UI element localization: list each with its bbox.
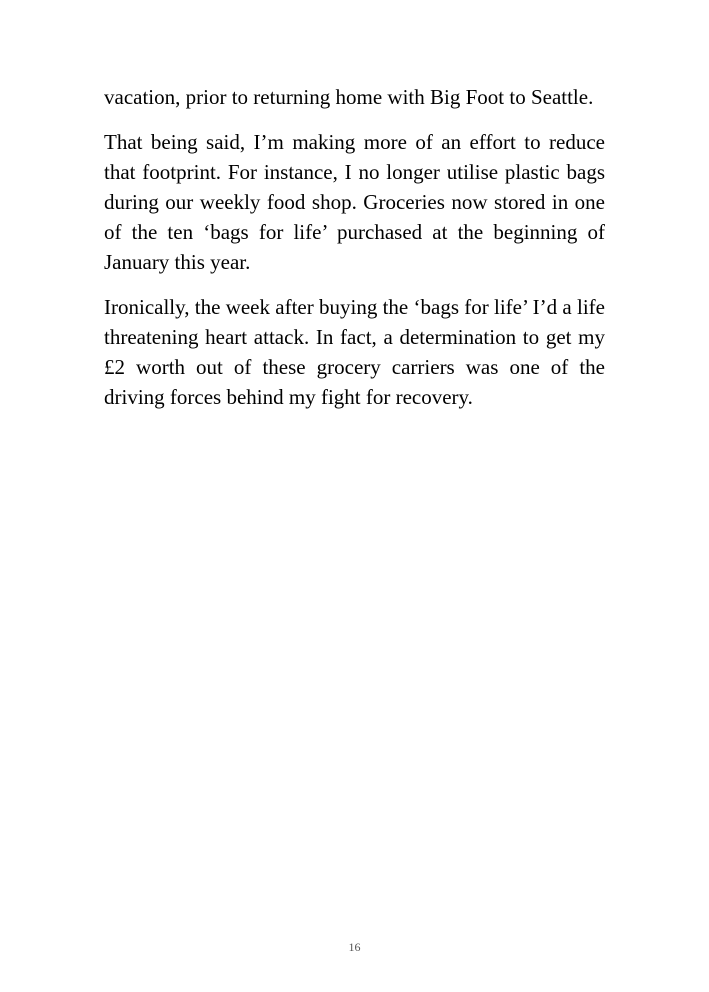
paragraph-1: vacation, prior to returning home with Big Foot to Seattle. [104,85,594,109]
paragraph-2: That being said, I’m making more of an effort to reduce that footprint. For instance, I no longer utilise plastic bags during our weekly food shop. Groceries now stored in one of the ten ‘bags for life’ purchased at the beginning of January this year. [104,130,605,274]
body-text [104,82,605,427]
paragraph-3: Ironically, the week after buying the ‘bags for life’ I’d a life threatening heart attack. In fact, a determination to get my £2 worth out of these grocery carriers was one of the driving forces behind my fight for recovery. [104,295,605,409]
page-number: 16 [348,940,361,954]
